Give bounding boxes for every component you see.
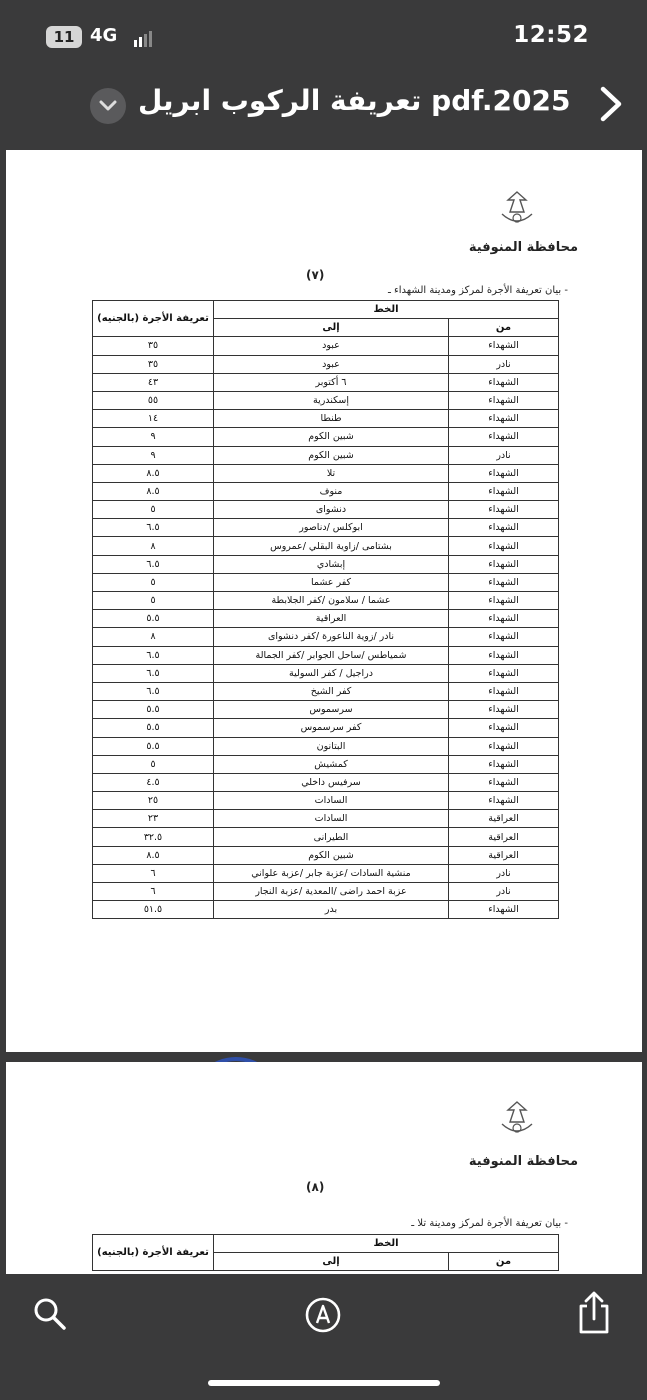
to-cell: إبشادي bbox=[214, 555, 449, 573]
to-cell: نادر /زوية الناعورة /كفر دنشواى bbox=[214, 628, 449, 646]
from-cell: الشهداء bbox=[449, 464, 559, 482]
chevron-right-icon bbox=[596, 86, 626, 122]
from-cell: الشهداء bbox=[449, 701, 559, 719]
to-cell: شبين الكوم bbox=[214, 446, 449, 464]
from-cell: الشهداء bbox=[449, 682, 559, 700]
table-row bbox=[93, 573, 559, 591]
to-cell: ٦ أكتوبر bbox=[214, 373, 449, 391]
governorate-emblem-icon bbox=[494, 188, 540, 230]
from-cell: الشهداء bbox=[449, 573, 559, 591]
fare-cell: ٥ bbox=[93, 573, 214, 591]
table-row bbox=[93, 610, 559, 628]
table-caption: - بيان تعريفة الأجرة لمركز ومدينة الشهداء ـ bbox=[387, 285, 568, 296]
from-cell: الشهداء bbox=[449, 428, 559, 446]
from-cell: الشهداء bbox=[449, 737, 559, 755]
from-cell: الشهداء bbox=[449, 610, 559, 628]
table-row bbox=[93, 792, 559, 810]
fare-cell: ٩ bbox=[93, 428, 214, 446]
table-caption: - بيان تعريفة الأجرة لمركز ومدينة تلا ـ bbox=[411, 1218, 568, 1229]
from-cell: نادر bbox=[449, 446, 559, 464]
back-button[interactable] bbox=[596, 86, 626, 126]
to-cell: دراجيل / كفر السولية bbox=[214, 664, 449, 682]
table-row bbox=[93, 664, 559, 682]
fare-cell: ٢٣ bbox=[93, 810, 214, 828]
fare-cell: ٥.٥ bbox=[93, 701, 214, 719]
to-cell: عشما / سلامون /كفر الجلابطة bbox=[214, 592, 449, 610]
fare-cell: ٣٥ bbox=[93, 337, 214, 355]
fare-cell: ٨.٥ bbox=[93, 464, 214, 482]
from-cell: نادر bbox=[449, 883, 559, 901]
from-cell: العراقية bbox=[449, 810, 559, 828]
from-cell: الشهداء bbox=[449, 664, 559, 682]
to-cell: كفر عشما bbox=[214, 573, 449, 591]
table-row bbox=[93, 555, 559, 573]
page-number: (٧) bbox=[306, 268, 325, 282]
from-cell: الشهداء bbox=[449, 391, 559, 409]
from-cell: الشهداء bbox=[449, 901, 559, 919]
to-cell: منشية السادات /عزبة جابر /عزبة علواني bbox=[214, 864, 449, 882]
battery-indicator: 11 bbox=[46, 26, 82, 48]
fare-cell: ٥٥ bbox=[93, 391, 214, 409]
fare-cell: ١٤ bbox=[93, 410, 214, 428]
to-cell: السادات bbox=[214, 810, 449, 828]
pdf-page-2 bbox=[6, 1062, 642, 1274]
to-cell: الطيرانى bbox=[214, 828, 449, 846]
to-cell: عبود bbox=[214, 337, 449, 355]
to-cell: السادات bbox=[214, 792, 449, 810]
fare-cell: ٦.٥ bbox=[93, 664, 214, 682]
fare-column-header: تعريفة الأجرة (بالجنيه) bbox=[93, 301, 214, 337]
table-row bbox=[93, 482, 559, 500]
to-column-header: إلى bbox=[214, 319, 449, 337]
from-cell: الشهداء bbox=[449, 773, 559, 791]
fare-cell: ٤.٥ bbox=[93, 773, 214, 791]
from-cell: الشهداء bbox=[449, 719, 559, 737]
table-row bbox=[93, 883, 559, 901]
line-column-header: الخط bbox=[214, 1235, 559, 1253]
from-cell: الشهداء bbox=[449, 337, 559, 355]
fare-cell: ٦.٥ bbox=[93, 519, 214, 537]
table-row bbox=[93, 428, 559, 446]
to-cell: منوف bbox=[214, 482, 449, 500]
to-cell: كمشيش bbox=[214, 755, 449, 773]
from-cell: الشهداء bbox=[449, 501, 559, 519]
table-row bbox=[93, 592, 559, 610]
governorate-emblem-icon bbox=[494, 1098, 540, 1140]
to-cell: سرسموس bbox=[214, 701, 449, 719]
from-cell: الشهداء bbox=[449, 755, 559, 773]
table-row bbox=[93, 337, 559, 355]
table-row bbox=[93, 391, 559, 409]
to-cell: عزبة احمد راضى /المعدية /عزبة النجار bbox=[214, 883, 449, 901]
from-column-header: من bbox=[449, 1253, 559, 1271]
from-cell: الشهداء bbox=[449, 519, 559, 537]
fare-cell: ٥.٥ bbox=[93, 719, 214, 737]
to-cell: كفر سرسموس bbox=[214, 719, 449, 737]
to-cell: بشتامى /زاوية البقلي /عمروس bbox=[214, 537, 449, 555]
table-row bbox=[93, 446, 559, 464]
table-row bbox=[93, 773, 559, 791]
to-cell: طنطا bbox=[214, 410, 449, 428]
fare-column-header: تعريفة الأجرة (بالجنيه) bbox=[93, 1235, 214, 1271]
from-cell: الشهداء bbox=[449, 628, 559, 646]
fare-cell: ٥١.٥ bbox=[93, 901, 214, 919]
search-icon[interactable] bbox=[32, 1296, 68, 1332]
to-cell: البتانون bbox=[214, 737, 449, 755]
table-row bbox=[93, 828, 559, 846]
page-number: (٨) bbox=[306, 1180, 325, 1194]
to-cell: كفر الشيخ bbox=[214, 682, 449, 700]
to-cell: عبود bbox=[214, 355, 449, 373]
fare-cell: ٥ bbox=[93, 592, 214, 610]
table-row bbox=[93, 701, 559, 719]
table-row bbox=[93, 901, 559, 919]
table-row bbox=[93, 810, 559, 828]
fare-cell: ٨ bbox=[93, 628, 214, 646]
fare-cell: ٨.٥ bbox=[93, 846, 214, 864]
document-title: تعريفة الركوب ابريل pdf.2025 bbox=[138, 84, 571, 117]
fare-cell: ٥ bbox=[93, 755, 214, 773]
from-cell: الشهداء bbox=[449, 792, 559, 810]
governorate-name: محافظة المنوفية bbox=[468, 1154, 578, 1169]
from-cell: الشهداء bbox=[449, 592, 559, 610]
pdf-page-1 bbox=[6, 150, 642, 1052]
table-row bbox=[93, 646, 559, 664]
signal-icon bbox=[134, 31, 156, 47]
to-cell: شمياطس /ساحل الجوابر /كفر الجمالة bbox=[214, 646, 449, 664]
fare-cell: ٦ bbox=[93, 864, 214, 882]
to-cell: دنشواى bbox=[214, 501, 449, 519]
table-row bbox=[93, 628, 559, 646]
fare-cell: ٤٣ bbox=[93, 373, 214, 391]
fare-cell: ٥.٥ bbox=[93, 737, 214, 755]
fare-cell: ٥.٥ bbox=[93, 610, 214, 628]
from-cell: الشهداء bbox=[449, 410, 559, 428]
table-row bbox=[93, 410, 559, 428]
table-row bbox=[93, 501, 559, 519]
table-row bbox=[93, 737, 559, 755]
table-row bbox=[93, 537, 559, 555]
table-row bbox=[93, 519, 559, 537]
table-row bbox=[93, 864, 559, 882]
from-cell: نادر bbox=[449, 864, 559, 882]
to-cell: سرفيس داخلي bbox=[214, 773, 449, 791]
table-row bbox=[93, 846, 559, 864]
from-cell: الشهداء bbox=[449, 373, 559, 391]
from-cell: نادر bbox=[449, 355, 559, 373]
fare-cell: ٦ bbox=[93, 883, 214, 901]
fare-cell: ٩ bbox=[93, 446, 214, 464]
from-cell: العراقية bbox=[449, 846, 559, 864]
from-cell: الشهداء bbox=[449, 537, 559, 555]
markup-icon[interactable] bbox=[304, 1296, 342, 1334]
from-cell: الشهداء bbox=[449, 482, 559, 500]
chevron-down-icon bbox=[99, 99, 117, 113]
to-cell: العراقية bbox=[214, 610, 449, 628]
fare-table bbox=[92, 300, 559, 919]
table-row bbox=[93, 682, 559, 700]
to-cell: بدر bbox=[214, 901, 449, 919]
table-row bbox=[93, 373, 559, 391]
network-type: 4G bbox=[90, 25, 118, 46]
title-dropdown-button[interactable] bbox=[90, 88, 126, 124]
table-row bbox=[93, 755, 559, 773]
fare-cell: ٣٥ bbox=[93, 355, 214, 373]
table-row bbox=[93, 719, 559, 737]
fare-cell: ٣٢.٥ bbox=[93, 828, 214, 846]
from-cell: الشهداء bbox=[449, 555, 559, 573]
home-indicator[interactable] bbox=[208, 1380, 440, 1386]
to-cell: ابوكلس /دناصور bbox=[214, 519, 449, 537]
fare-cell: ٨ bbox=[93, 537, 214, 555]
share-icon[interactable] bbox=[576, 1290, 612, 1336]
fare-cell: ٥ bbox=[93, 501, 214, 519]
fare-cell: ٦.٥ bbox=[93, 646, 214, 664]
to-cell: تلا bbox=[214, 464, 449, 482]
from-cell: العراقية bbox=[449, 828, 559, 846]
status-time: 12:52 bbox=[513, 22, 589, 48]
table-row bbox=[93, 464, 559, 482]
from-cell: الشهداء bbox=[449, 646, 559, 664]
fare-table bbox=[92, 1234, 559, 1271]
line-column-header: الخط bbox=[214, 301, 559, 319]
to-cell: شبين الكوم bbox=[214, 428, 449, 446]
to-column-header: إلى bbox=[214, 1253, 449, 1271]
to-cell: شبين الكوم bbox=[214, 846, 449, 864]
table-row bbox=[93, 355, 559, 373]
fare-cell: ٦.٥ bbox=[93, 555, 214, 573]
fare-cell: ٢٥ bbox=[93, 792, 214, 810]
fare-cell: ٦.٥ bbox=[93, 682, 214, 700]
from-column-header: من bbox=[449, 319, 559, 337]
fare-cell: ٨.٥ bbox=[93, 482, 214, 500]
status-bar bbox=[0, 0, 647, 70]
governorate-name: محافظة المنوفية bbox=[468, 240, 578, 255]
to-cell: إسكندرية bbox=[214, 391, 449, 409]
